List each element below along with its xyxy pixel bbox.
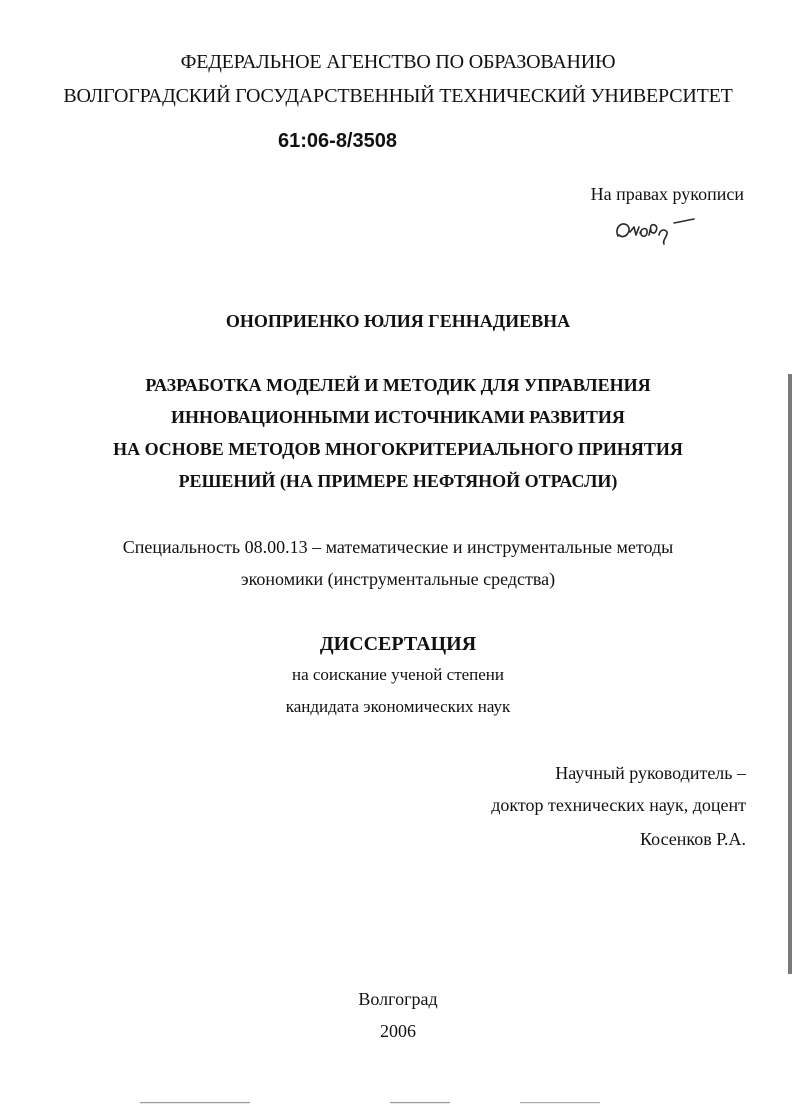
supervisor-name: Косенков Р.А. [640, 829, 746, 849]
catalog-code: 61:06-8/3508 [278, 130, 397, 152]
scan-noise-mark [140, 1102, 250, 1103]
dissertation-label: ДИССЕРТАЦИЯ [319, 633, 477, 655]
handwritten-signature [612, 208, 712, 248]
supervisor-degree: доктор технических наук, доцент [491, 795, 746, 815]
title-line-3: НА ОСНОВЕ МЕТОДОВ МНОГОКРИТЕРИАЛЬНОГО ПРИНЯТИЯ [113, 439, 683, 459]
specialty-line-2: экономики (инструментальные средства) [240, 569, 556, 589]
title-line-1: РАЗРАБОТКА МОДЕЛЕЙ И МЕТОДИК ДЛЯ УПРАВЛЕНИЯ [145, 375, 651, 395]
university-heading: ВОЛГОГРАДСКИЙ ГОСУДАРСТВЕННЫЙ ТЕХНИЧЕСКИЙ УНИВЕРСИТЕТ [63, 85, 733, 107]
degree-line-1: на соискание ученой степени [291, 665, 505, 684]
scan-bottom-noise [0, 1100, 796, 1108]
scan-noise-mark [390, 1102, 450, 1103]
agency-heading: ФЕДЕРАЛЬНОЕ АГЕНСТВО ПО ОБРАЗОВАНИЮ [180, 51, 616, 73]
city: Волгоград [358, 989, 438, 1009]
scan-edge-line [788, 374, 792, 974]
degree-line-2: кандидата экономических наук [285, 697, 511, 716]
supervisor-role: Научный руководитель – [555, 763, 746, 783]
specialty-line-1: Специальность 08.00.13 – математические и инструментальные методы [122, 537, 674, 557]
manuscript-rights-note: На правах рукописи [590, 184, 744, 204]
title-line-2: ИННОВАЦИОННЫМИ ИСТОЧНИКАМИ РАЗВИТИЯ [171, 407, 625, 427]
title-line-4: РЕШЕНИЙ (НА ПРИМЕРЕ НЕФТЯНОЙ ОТРАСЛИ) [178, 471, 618, 491]
year: 2006 [380, 1021, 416, 1041]
author-name: ОНОПРИЕНКО ЮЛИЯ ГЕННАДИЕВНА [225, 311, 571, 331]
signature-stroke [617, 219, 694, 244]
scan-noise-mark [520, 1102, 600, 1103]
